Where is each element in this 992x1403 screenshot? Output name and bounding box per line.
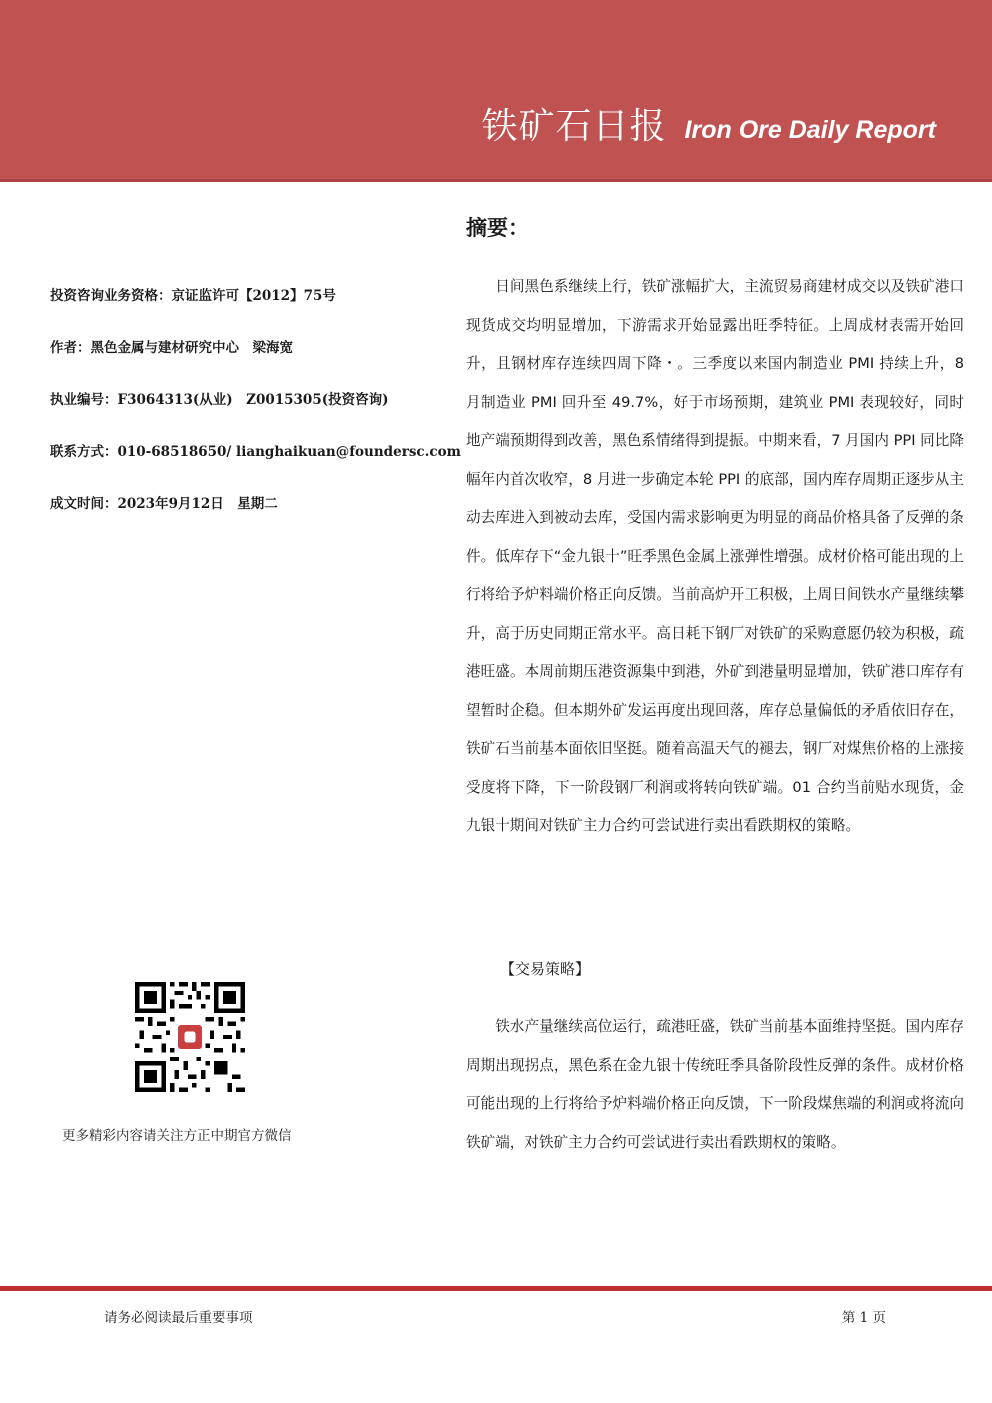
contact-line: 联系方式：010-68518650/ lianghaikuan@foundersc.com <box>50 444 461 460</box>
author-info-block <box>50 286 461 546</box>
strategy-paragraph: 铁水产量继续高位运行，疏港旺盛，铁矿当前基本面维持坚挺。国内库存周期出现拐点，黑色系在金九银十传统旺季具备阶段性反弹的条件。成材价格可能出现的上行将给予炉料端价格正向反馈，下一阶段煤焦端的利润或将流向铁矿端，对铁矿主力合约可尝试进行卖出看跌期权的策略。 <box>466 1018 964 1151</box>
summary-title: 摘要： <box>466 216 529 240</box>
header-banner <box>0 0 992 182</box>
strategy-heading: 【交易策略】 <box>500 960 591 978</box>
report-title <box>482 98 936 149</box>
page-number: 第 1 页 <box>841 1310 886 1326</box>
qualification-line: 投资咨询业务资格：京证监许可【2012】75号 <box>50 288 336 304</box>
report-title-en: Iron Ore Daily Report <box>684 116 936 144</box>
qr-caption: 更多精彩内容请关注方正中期官方微信 <box>62 1128 292 1144</box>
license-line: 执业编号：F3064313(从业) Z0015305(投资咨询) <box>50 392 389 408</box>
date-line: 成文时间：2023年9月12日 星期二 <box>50 496 278 512</box>
qr-code-icon <box>135 982 245 1092</box>
author-line: 作者：黑色金属与建材研究中心 梁海宽 <box>50 340 293 356</box>
footer-divider <box>0 1286 992 1291</box>
footer-notice: 请务必阅读最后重要事项 <box>104 1310 253 1326</box>
report-title-cn: 铁矿石日报 <box>481 106 667 147</box>
summary-paragraph: 日间黑色系继续上行，铁矿涨幅扩大，主流贸易商建材成交以及铁矿港口现货成交均明显增加，下游需求开始显露出旺季特征。上周成材表需开始回升，且钢材库存连续四周下降・。三季度以来国内制造业 PMI 持续上升，8 月制造业 PMI 回升至 49.7%，好于市场预期，建筑业 PMI 表现较好，同时地产端预期得到改善，黑色系情绪得到提振。中期来看，7 月国内 PPI 同比降幅年内首次收窄，8 月进一步确定本轮 PPI 的底部，国内库存周期正逐步从主动去库进入到被动去库，受国内需求影响更为明显的商品价格具备了反弹的条件。低库存下“金九银十”旺季黑色金属上涨弹性增强。成材价格可能出现的上行将给予炉料端价格正向反馈。当前高炉开工积极，上周日间铁水产量继续攀升，高于历史同期正常水平。高日耗下钢厂对铁矿的采购意愿仍较为积极，疏港旺盛。本周前期压港资源集中到港，外矿到港量明显增加，铁矿港口库存有望暂时企稳。但本期外矿发运再度出现回落，库存总量偏低的矛盾依旧存在，铁矿石当前基本面依旧坚挺。随着高温天气的褪去，钢厂对煤焦价格的上涨接受度将下降，下一阶段钢厂利润或将转向铁矿端。01 合约当前贴水现货，金九银十期间对铁矿主力合约可尝试进行卖出看跌期权的策略。 <box>466 278 964 834</box>
